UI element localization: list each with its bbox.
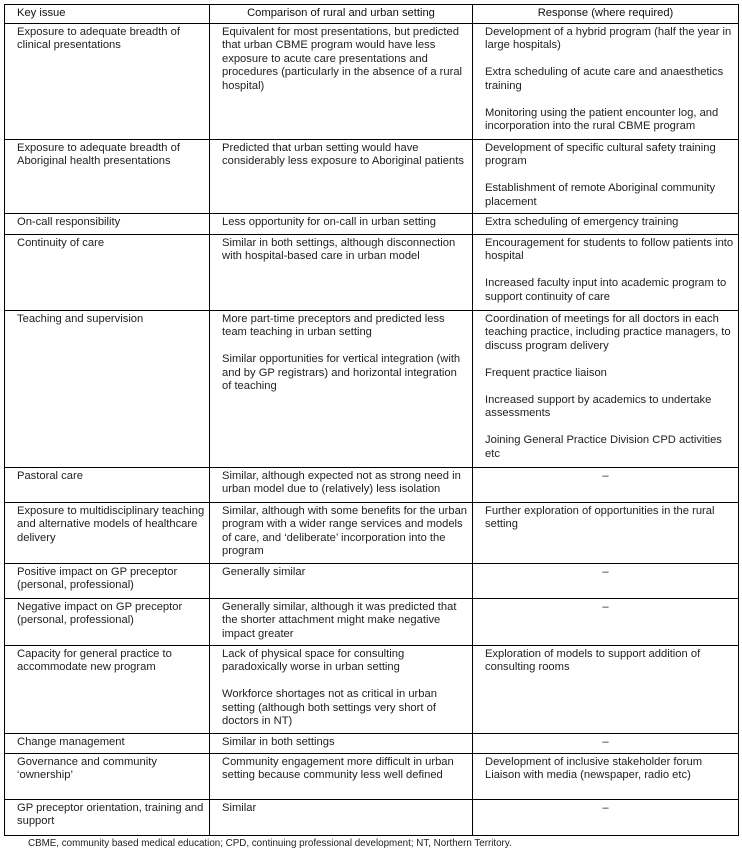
response-paragraph: Increased support by academics to undertake assessments	[485, 393, 712, 419]
response-cell	[473, 310, 739, 467]
comparison-cell	[210, 310, 473, 467]
comparison-cell	[210, 467, 473, 502]
response-cell	[473, 598, 739, 645]
comparison-paragraph: Similar	[222, 801, 257, 814]
response-paragraph: Exploration of models to support addition of consulting rooms	[485, 647, 701, 673]
key-issue-cell: Exposure to adequate breadth of Aboriginal health presentations	[5, 139, 210, 213]
table-row	[5, 733, 739, 753]
key-issue-cell: Capacity for general practice to accommodate new program	[5, 645, 210, 733]
comparison-paragraph: Generally similar, although it was predicted that the shorter attachment might make negative impact greater	[222, 600, 457, 640]
header-response: Response (where required)	[473, 5, 739, 24]
response-paragraph: Further exploration of opportunities in the rural setting	[485, 504, 715, 530]
comparison-cell	[210, 598, 473, 645]
response-paragraph: Monitoring using the patient encounter log, and incorporation into the rural CBME program	[485, 106, 719, 132]
response-paragraph: Establishment of remote Aboriginal community placement	[485, 182, 716, 208]
response-paragraph: Development of a hybrid program (half the year in large hospitals)	[485, 25, 732, 51]
comparison-cell	[210, 23, 473, 139]
table-row	[5, 23, 739, 139]
response-paragraph: –	[602, 801, 609, 814]
key-issue-cell: Positive impact on GP preceptor (personal, professional)	[5, 563, 210, 598]
comparison-paragraph: Similar in both settings	[222, 735, 335, 748]
response-paragraph: –	[602, 565, 609, 578]
table-row	[5, 467, 739, 502]
response-cell	[473, 645, 739, 733]
table-row	[5, 502, 739, 563]
response-cell	[473, 753, 739, 799]
comparison-paragraph: Similar, although expected not as strong need in urban model due to (relatively) less isolation	[222, 469, 461, 495]
response-paragraph: Frequent practice liaison	[485, 366, 607, 379]
key-issue-cell: Pastoral care	[5, 467, 210, 502]
table-row	[5, 139, 739, 213]
response-cell	[473, 467, 739, 502]
response-paragraph: Development of inclusive stakeholder forum Liaison with media (newspaper, radio etc)	[485, 755, 703, 781]
response-paragraph: Development of specific cultural safety training program	[485, 141, 716, 167]
table-row	[5, 563, 739, 598]
comparison-paragraph: Lack of physical space for consulting paradoxically worse in urban setting	[222, 647, 405, 673]
response-cell	[473, 23, 739, 139]
response-paragraph: Encouragement for students to follow patients into hospital	[485, 236, 734, 262]
comparison-cell	[210, 234, 473, 310]
header-row	[5, 5, 739, 24]
response-paragraph: Extra scheduling of emergency training	[485, 215, 679, 228]
table-row	[5, 799, 739, 835]
table-row	[5, 213, 739, 234]
key-issue-cell: Negative impact on GP preceptor (personal, professional)	[5, 598, 210, 645]
key-issue-cell: Change management	[5, 733, 210, 753]
comparison-cell	[210, 753, 473, 799]
comparison-cell	[210, 799, 473, 835]
table-row	[5, 234, 739, 310]
table-row	[5, 598, 739, 645]
response-cell	[473, 213, 739, 234]
comparison-paragraph: More part-time preceptors and predicted less team teaching in urban setting	[222, 312, 445, 338]
comparison-cell	[210, 733, 473, 753]
comparison-paragraph: Similar in both settings, although disconnection with hospital-based care in urban model	[222, 236, 456, 262]
comparison-cell	[210, 139, 473, 213]
key-issue-cell: Teaching and supervision	[5, 310, 210, 467]
key-issue-cell: GP preceptor orientation, training and support	[5, 799, 210, 835]
response-paragraph: –	[602, 735, 609, 748]
table-row	[5, 310, 739, 467]
comparison-paragraph: Predicted that urban setting would have considerably less exposure to Aboriginal patients	[222, 141, 464, 167]
key-issue-cell: Governance and community ‘ownership’	[5, 753, 210, 799]
response-paragraph: Increased faculty input into academic program to support continuity of care	[485, 277, 727, 303]
comparison-cell	[210, 563, 473, 598]
table-row	[5, 645, 739, 733]
response-paragraph: Joining General Practice Division CPD activities etc	[485, 434, 722, 460]
table-body	[5, 23, 739, 835]
table-footnote: CBME, community based medical education; CPD, continuing professional development; NT, Northern Territory.	[28, 838, 512, 849]
response-cell	[473, 234, 739, 310]
comparison-table	[4, 4, 739, 836]
comparison-paragraph: Community engagement more difficult in urban setting because community less well defined	[222, 755, 454, 781]
header-comparison: Comparison of rural and urban setting	[210, 5, 473, 24]
response-cell	[473, 733, 739, 753]
table-row	[5, 753, 739, 799]
comparison-paragraph: Less opportunity for on-call in urban setting	[222, 215, 436, 228]
comparison-paragraph: Similar, although with some benefits for the urban program with a wider range services and models of care, and ‘deliberate’ incorporation into the program	[222, 504, 468, 557]
comparison-cell	[210, 645, 473, 733]
response-cell	[473, 799, 739, 835]
key-issue-cell: Continuity of care	[5, 234, 210, 310]
header-key-issue: Key issue	[5, 5, 210, 24]
response-paragraph: –	[602, 600, 609, 613]
response-paragraph: –	[602, 469, 609, 482]
key-issue-cell: On-call responsibility	[5, 213, 210, 234]
response-cell	[473, 563, 739, 598]
response-cell	[473, 502, 739, 563]
comparison-cell	[210, 502, 473, 563]
response-cell	[473, 139, 739, 213]
comparison-paragraph: Equivalent for most presentations, but predicted that urban CBME program would have less exposure to acute care presentations and procedures (particularly in the absence of a rural hospital)	[222, 25, 463, 92]
comparison-paragraph: Generally similar	[222, 565, 306, 578]
comparison-cell	[210, 213, 473, 234]
comparison-paragraph: Workforce shortages not as critical in urban setting (although both settings very short of doctors in NT)	[222, 688, 437, 727]
comparison-paragraph: Similar opportunities for vertical integration (with and by GP registrars) and horizontal integration of teaching	[222, 353, 461, 392]
key-issue-cell: Exposure to multidisciplinary teaching and alternative models of healthcare delivery	[5, 502, 210, 563]
response-paragraph: Extra scheduling of acute care and anaesthetics training	[485, 66, 724, 92]
key-issue-cell: Exposure to adequate breadth of clinical presentations	[5, 23, 210, 139]
response-paragraph: Coordination of meetings for all doctors in each teaching practice, including practice managers, to discuss program delivery	[485, 312, 731, 352]
